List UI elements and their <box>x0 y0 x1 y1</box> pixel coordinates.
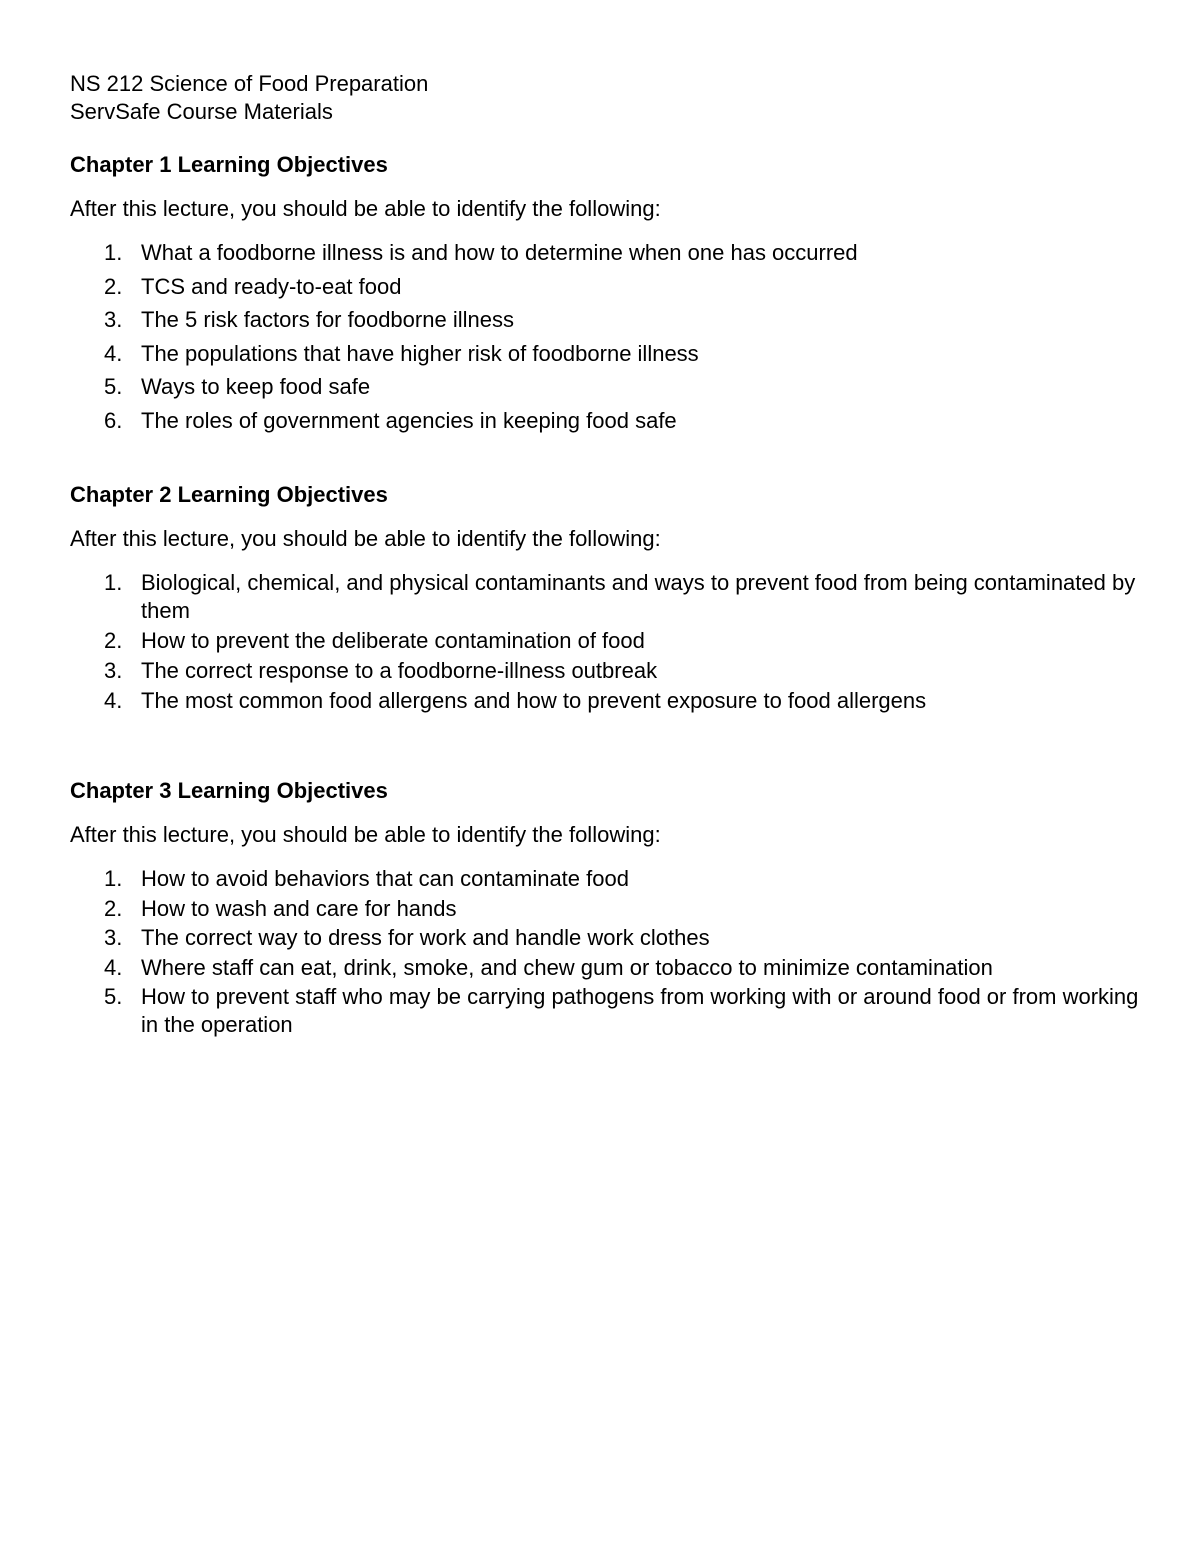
list-item: 1. What a foodborne illness is and how to determine when one has occurred <box>104 240 858 265</box>
chapter-title: Chapter 2 Learning Objectives <box>70 482 388 507</box>
list-item-text: The correct response to a foodborne-illness outbreak <box>141 658 658 683</box>
list-item-text: How to prevent the deliberate contamination of food <box>141 628 645 653</box>
chapter-2-section <box>70 481 1140 717</box>
list-item: 3. The 5 risk factors for foodborne illness <box>104 307 514 332</box>
list-item-text: Where staff can eat, drink, smoke, and chew gum or tobacco to minimize contamination <box>141 954 993 980</box>
list-item: 1. How to avoid behaviors that can contaminate food <box>104 866 629 891</box>
objectives-list <box>70 239 1140 435</box>
chapter-1-section <box>70 151 1140 440</box>
list-item-text: The populations that have higher risk of foodborne illness <box>141 340 699 366</box>
objectives-list <box>70 569 1140 715</box>
list-item: 5. How to prevent staff who may be carrying pathogens from working with or around food or from working in the operation <box>104 984 1139 1037</box>
list-item: 1. Biological, chemical, and physical contaminants and ways to prevent food from being contaminated by them <box>104 570 1136 623</box>
chapter-intro: After this lecture, you should be able to identify the following: <box>70 196 661 221</box>
list-item: 4. The most common food allergens and how to prevent exposure to food allergens <box>104 688 927 713</box>
chapter-title: Chapter 3 Learning Objectives <box>70 778 388 803</box>
chapter-title: Chapter 1 Learning Objectives <box>70 152 388 177</box>
list-item-text: TCS and ready-to-eat food <box>141 273 402 299</box>
list-item: 4. Where staff can eat, drink, smoke, and chew gum or tobacco to minimize contamination <box>104 954 993 980</box>
document-page <box>70 70 1140 1037</box>
list-item-text: How to wash and care for hands <box>141 895 457 921</box>
list-item: 2. How to wash and care for hands <box>104 895 457 921</box>
list-item: 4. The populations that have higher risk of foodborne illness <box>104 340 699 366</box>
list-item-text: How to prevent staff who may be carrying pathogens from working with or around food or from working in the operation <box>141 984 1139 1037</box>
list-item: 3. The correct way to dress for work and handle work clothes <box>104 925 710 950</box>
list-item-text: The correct way to dress for work and handle work clothes <box>141 925 710 950</box>
chapter-3-section <box>70 777 1140 1041</box>
list-item-text: Ways to keep food safe <box>141 374 371 399</box>
list-item-text: What a foodborne illness is and how to determine when one has occurred <box>141 240 858 265</box>
list-item-text: The roles of government agencies in keeping food safe <box>141 407 677 433</box>
objectives-list <box>70 865 1140 1039</box>
list-item: 3. The correct response to a foodborne-illness outbreak <box>104 658 658 683</box>
chapter-intro: After this lecture, you should be able to identify the following: <box>70 822 661 847</box>
chapter-intro: After this lecture, you should be able to identify the following: <box>70 526 661 551</box>
list-item: 5. Ways to keep food safe <box>104 374 371 399</box>
list-item: 6. The roles of government agencies in keeping food safe <box>104 407 677 433</box>
list-item-text: Biological, chemical, and physical contaminants and ways to prevent food from being contaminated by them <box>141 570 1136 623</box>
list-item: 2. TCS and ready-to-eat food <box>104 273 402 299</box>
course-subtitle: ServSafe Course Materials <box>70 99 333 124</box>
list-item-text: How to avoid behaviors that can contaminate food <box>141 866 629 891</box>
list-item: 2. How to prevent the deliberate contamination of food <box>104 628 645 653</box>
course-title: NS 212 Science of Food Preparation <box>70 71 429 96</box>
list-item-text: The 5 risk factors for foodborne illness <box>141 307 514 332</box>
list-item-text: The most common food allergens and how to prevent exposure to food allergens <box>141 688 927 713</box>
